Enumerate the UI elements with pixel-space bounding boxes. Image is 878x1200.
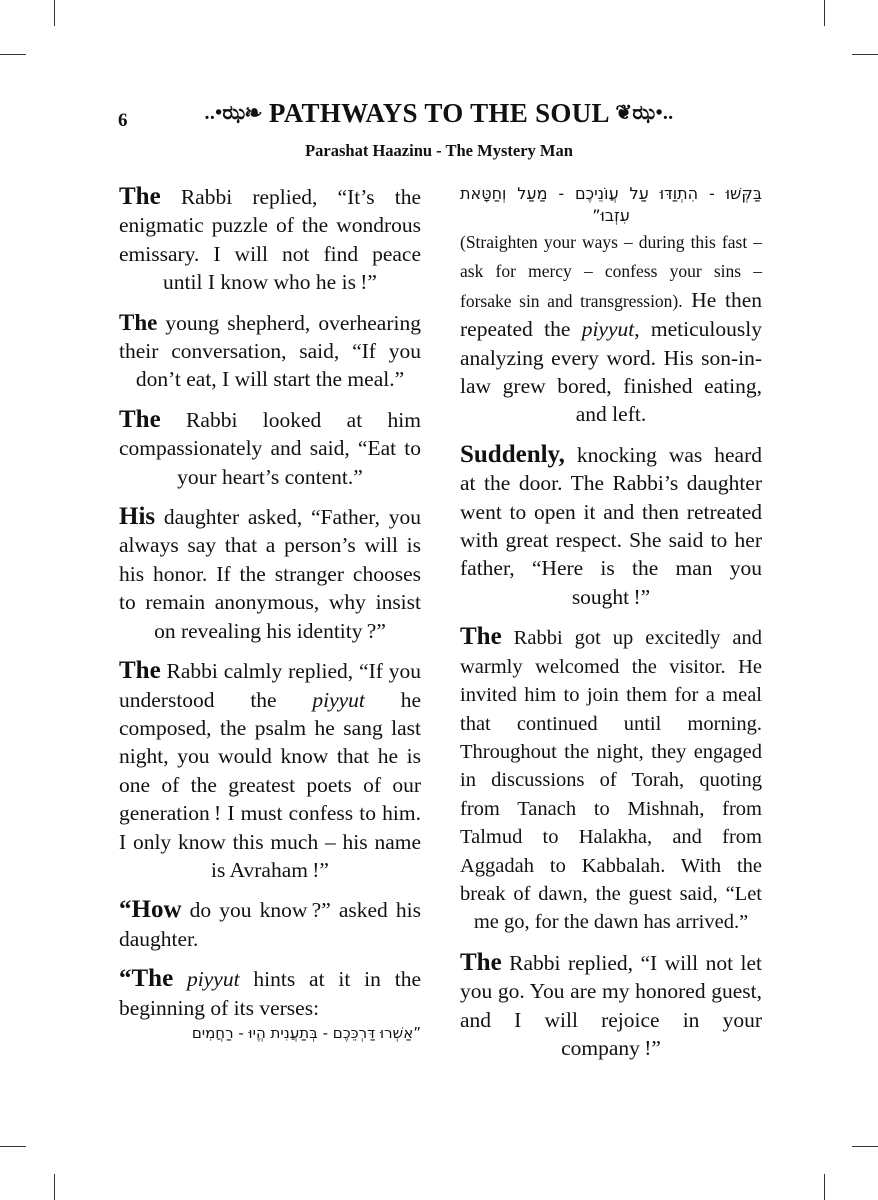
crop-mark bbox=[0, 54, 26, 55]
crop-mark bbox=[852, 54, 878, 55]
chapter-subtitle: Parashat Haazinu - The Mystery Man bbox=[305, 141, 573, 160]
paragraph: The Rabbi looked at him compassionately and said, “Eat to your heart’s content.” bbox=[119, 405, 421, 489]
book-title: PATHWAYS TO THE SOUL bbox=[268, 98, 609, 128]
paragraph: (Straighten your ways – during this fast – ask for mercy – confess your sins – forsake sin and transgression). He then repeated the piyyut, meticulously analyzing every word. His son-in-law grew bored, finished eating, and left. bbox=[460, 232, 762, 427]
crop-mark bbox=[54, 0, 55, 26]
paragraph: “The piyyut hints at it in the beginning of its verses: bbox=[119, 965, 421, 1020]
hebrew-verse: ”אַשְׁרוּ דַּרְכֵּכֶם - בְּתַעֲנִית הֱיוּ - רַחֲמִים bbox=[191, 1023, 421, 1042]
right-column bbox=[460, 183, 762, 1074]
paragraph: The Rabbi calmly replied, “If you understood the piyyut he composed, the psalm he sang last night, you would know that he is one of the greatest poets of our generation ! I must confess to him. I only know this much – his name is Avraham !” bbox=[119, 657, 421, 882]
ornament-left-icon: ..•ಝ❧ bbox=[204, 102, 262, 124]
paragraph: The Rabbi replied, “I will not let you go. You are my honored guest, and I will rejoice in your company !” bbox=[460, 948, 762, 1060]
paragraph: Suddenly, knocking was heard at the door. The Rabbi’s daughter went to open it and then retreated with great respect. She said to her father, “Here is the man you sought !” bbox=[460, 440, 762, 609]
crop-mark bbox=[54, 1174, 55, 1200]
running-head bbox=[0, 98, 878, 129]
crop-mark bbox=[824, 0, 825, 26]
paragraph: His daughter asked, “Father, you always say that a person’s will is his honor. If the stranger chooses to remain anonymous, why insist on revealing his identity ?” bbox=[119, 503, 421, 643]
crop-mark bbox=[0, 1146, 26, 1147]
paragraph: The Rabbi got up excitedly and warmly welcomed the visitor. He invited him to join them for a meal that continued until morning. Throughout the night, they engaged in discussions of Torah, quoting from Tanach to Mishnah, from Talmud to Halakha, and from Aggadah to Kabbalah. With the break of dawn, the guest said, “Let me go, for the dawn has arrived.” bbox=[460, 623, 762, 934]
left-column bbox=[119, 183, 421, 1044]
paragraph: The young shepherd, overhearing their conversation, said, “If you don’t eat, I will start the meal.” bbox=[119, 309, 421, 392]
hebrew-verse: בַּקְּשׁוּ - הִתְוַדּוּ עַל עֲוֹנֵיכֶם - מַעַל וְחַטָּאת עִזְבוּ” bbox=[460, 184, 762, 225]
paragraph: The Rabbi replied, “It’s the enigmatic puzzle of the wondrous emissary. I will not find peace until I know who he is !” bbox=[119, 183, 421, 295]
ornament-right-icon: ❦ಝ•.. bbox=[615, 102, 674, 124]
crop-mark bbox=[824, 1174, 825, 1200]
page-number: 6 bbox=[118, 110, 128, 131]
paragraph: “How do you know ?” asked his daughter. bbox=[119, 896, 421, 951]
crop-mark bbox=[852, 1146, 878, 1147]
